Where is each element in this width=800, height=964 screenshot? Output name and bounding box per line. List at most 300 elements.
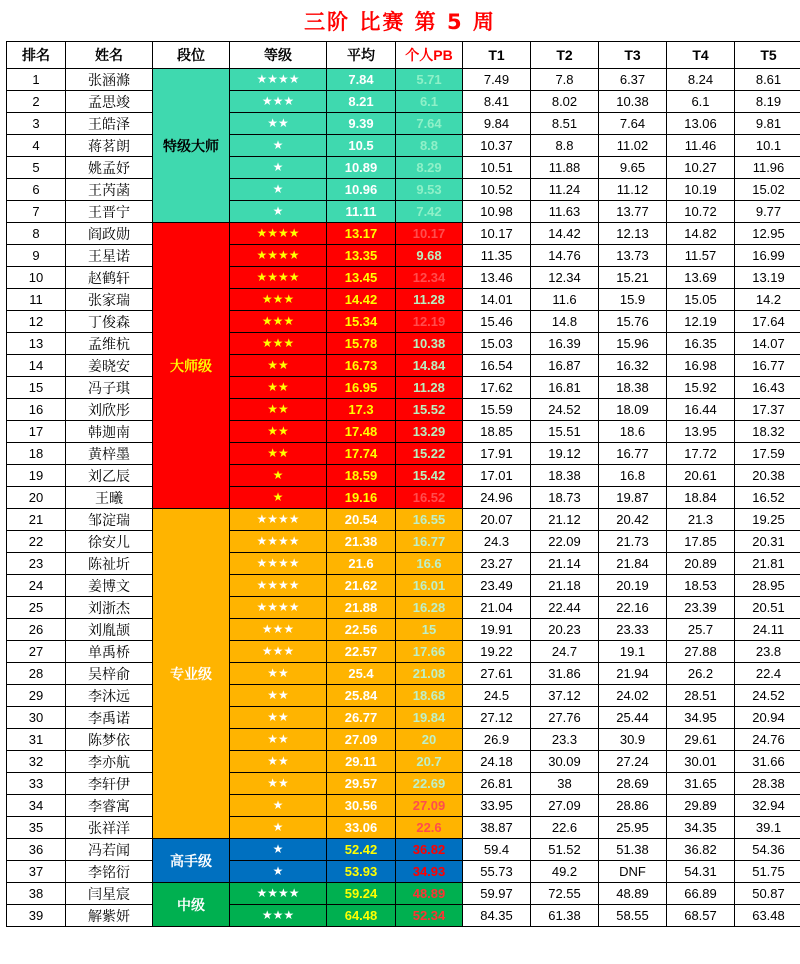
cell-grade-stars <box>230 729 327 751</box>
cell-time-t3: 28.86 <box>599 795 667 817</box>
page-title: 三阶 比赛 第 5 周 <box>304 10 496 34</box>
cell-name: 冯若闻 <box>66 839 153 861</box>
cell-personal-best: 14.84 <box>396 355 463 377</box>
cell-rank: 10 <box>7 267 66 289</box>
star-icon: ★ <box>272 468 284 482</box>
cell-time-t1: 38.87 <box>463 817 531 839</box>
cell-time-t3: 7.64 <box>599 113 667 135</box>
cell-time-t4: 10.27 <box>667 157 735 179</box>
cell-time-t4: 16.44 <box>667 399 735 421</box>
cell-time-t1: 55.73 <box>463 861 531 883</box>
cell-grade-stars <box>230 223 327 245</box>
cell-time-t1: 26.9 <box>463 729 531 751</box>
cell-time-t2: 14.42 <box>531 223 599 245</box>
cell-grade-stars <box>230 113 327 135</box>
star-icon: ★★ <box>267 754 289 768</box>
cell-grade-stars <box>230 443 327 465</box>
table-row <box>7 883 800 905</box>
cell-rank: 24 <box>7 575 66 597</box>
cell-time-t1: 15.03 <box>463 333 531 355</box>
cell-time-t4: 18.53 <box>667 575 735 597</box>
cell-personal-best: 36.82 <box>396 839 463 861</box>
table-row <box>7 531 800 553</box>
cell-time-t4: 36.82 <box>667 839 735 861</box>
cell-name: 刘乙辰 <box>66 465 153 487</box>
cell-time-t4: 11.46 <box>667 135 735 157</box>
cell-grade-stars <box>230 685 327 707</box>
cell-rank: 18 <box>7 443 66 465</box>
cell-time-t1: 19.91 <box>463 619 531 641</box>
table-row <box>7 773 800 795</box>
cell-time-t4: 28.51 <box>667 685 735 707</box>
cell-time-t5: 51.75 <box>735 861 800 883</box>
cell-time-t2: 38 <box>531 773 599 795</box>
cell-average: 9.39 <box>327 113 396 135</box>
cell-rank: 16 <box>7 399 66 421</box>
cell-personal-best: 11.28 <box>396 377 463 399</box>
cell-name: 刘胤颉 <box>66 619 153 641</box>
cell-time-t5: 54.36 <box>735 839 800 861</box>
cell-time-t5: 13.19 <box>735 267 800 289</box>
cell-rank: 6 <box>7 179 66 201</box>
cell-time-t4: 29.89 <box>667 795 735 817</box>
cell-name: 李睿寓 <box>66 795 153 817</box>
table-row <box>7 795 800 817</box>
cell-average: 21.62 <box>327 575 396 597</box>
star-icon: ★★★★ <box>256 886 300 900</box>
cell-average: 18.59 <box>327 465 396 487</box>
cell-time-t4: 66.89 <box>667 883 735 905</box>
cell-time-t1: 9.84 <box>463 113 531 135</box>
cell-time-t2: 14.8 <box>531 311 599 333</box>
cell-personal-best: 15.42 <box>396 465 463 487</box>
star-icon: ★★ <box>267 402 289 416</box>
cell-rank: 17 <box>7 421 66 443</box>
cell-time-t5: 14.07 <box>735 333 800 355</box>
cell-name: 孟思竣 <box>66 91 153 113</box>
cell-grade-stars <box>230 641 327 663</box>
cell-rank: 36 <box>7 839 66 861</box>
star-icon: ★★★ <box>261 292 295 306</box>
star-icon: ★★ <box>267 732 289 746</box>
cell-grade-stars <box>230 377 327 399</box>
cell-personal-best: 10.17 <box>396 223 463 245</box>
cell-time-t2: 14.76 <box>531 245 599 267</box>
cell-time-t2: 24.7 <box>531 641 599 663</box>
cell-name: 赵鹤轩 <box>66 267 153 289</box>
cell-time-t5: 10.1 <box>735 135 800 157</box>
table-row <box>7 839 800 861</box>
cell-time-t1: 14.01 <box>463 289 531 311</box>
table-row <box>7 179 800 201</box>
cell-name: 王晋宁 <box>66 201 153 223</box>
star-icon: ★★ <box>267 446 289 460</box>
cell-time-t3: 25.44 <box>599 707 667 729</box>
cell-time-t5: 20.38 <box>735 465 800 487</box>
cell-time-t2: 16.81 <box>531 377 599 399</box>
star-icon: ★★★★ <box>256 270 300 284</box>
cell-time-t1: 10.98 <box>463 201 531 223</box>
cell-time-t5: 16.99 <box>735 245 800 267</box>
cell-time-t4: 20.61 <box>667 465 735 487</box>
table-row <box>7 399 800 421</box>
cell-time-t4: 31.65 <box>667 773 735 795</box>
cell-time-t3: 51.38 <box>599 839 667 861</box>
cell-rank: 34 <box>7 795 66 817</box>
cell-name: 蒋茗朗 <box>66 135 153 157</box>
cell-time-t5: 9.81 <box>735 113 800 135</box>
cell-grade-stars <box>230 905 327 927</box>
cell-time-t2: 27.76 <box>531 707 599 729</box>
cell-time-t5: 17.64 <box>735 311 800 333</box>
cell-personal-best: 16.77 <box>396 531 463 553</box>
cell-personal-best: 15.52 <box>396 399 463 421</box>
cell-time-t4: 15.05 <box>667 289 735 311</box>
cell-name: 丁俊森 <box>66 311 153 333</box>
cell-time-t4: 6.1 <box>667 91 735 113</box>
cell-time-t5: 14.2 <box>735 289 800 311</box>
star-icon: ★★★★ <box>256 72 300 86</box>
cell-time-t5: 20.51 <box>735 597 800 619</box>
cell-name: 阎政勋 <box>66 223 153 245</box>
cell-personal-best: 6.1 <box>396 91 463 113</box>
cell-grade-stars <box>230 509 327 531</box>
table-row <box>7 333 800 355</box>
cell-personal-best: 22.69 <box>396 773 463 795</box>
cell-time-t5: 21.81 <box>735 553 800 575</box>
cell-time-t1: 7.49 <box>463 69 531 91</box>
cell-average: 27.09 <box>327 729 396 751</box>
cell-time-t2: 27.09 <box>531 795 599 817</box>
table-row <box>7 509 800 531</box>
cell-time-t1: 21.04 <box>463 597 531 619</box>
cell-grade-stars <box>230 399 327 421</box>
cell-time-t1: 10.17 <box>463 223 531 245</box>
table-row <box>7 751 800 773</box>
cell-personal-best: 27.09 <box>396 795 463 817</box>
cell-name: 徐安儿 <box>66 531 153 553</box>
cell-rank: 39 <box>7 905 66 927</box>
cell-time-t5: 15.02 <box>735 179 800 201</box>
cell-time-t2: 21.18 <box>531 575 599 597</box>
cell-rank: 1 <box>7 69 66 91</box>
cell-name: 吴梓俞 <box>66 663 153 685</box>
cell-average: 10.96 <box>327 179 396 201</box>
cell-time-t4: 18.84 <box>667 487 735 509</box>
cell-time-t2: 19.12 <box>531 443 599 465</box>
cell-tier-group: 高手级 <box>153 839 230 883</box>
cell-personal-best: 16.55 <box>396 509 463 531</box>
cell-grade-stars <box>230 333 327 355</box>
cell-time-t4: 23.39 <box>667 597 735 619</box>
cell-personal-best: 16.52 <box>396 487 463 509</box>
cell-time-t3: 11.12 <box>599 179 667 201</box>
cell-grade-stars <box>230 69 327 91</box>
table-row <box>7 465 800 487</box>
cell-average: 21.38 <box>327 531 396 553</box>
column-header-t3: T3 <box>599 42 667 69</box>
cell-personal-best: 8.29 <box>396 157 463 179</box>
table-body <box>7 69 800 927</box>
cell-rank: 22 <box>7 531 66 553</box>
cell-time-t3: 18.09 <box>599 399 667 421</box>
cell-name: 张祥洋 <box>66 817 153 839</box>
cell-personal-best: 15.22 <box>396 443 463 465</box>
table-row <box>7 355 800 377</box>
star-icon: ★★★★ <box>256 600 300 614</box>
column-header-grade: 等级 <box>230 42 327 69</box>
cell-personal-best: 11.28 <box>396 289 463 311</box>
star-icon: ★★★★ <box>256 226 300 240</box>
cell-time-t5: 20.31 <box>735 531 800 553</box>
cell-time-t3: 13.77 <box>599 201 667 223</box>
cell-grade-stars <box>230 707 327 729</box>
cell-time-t5: 32.94 <box>735 795 800 817</box>
cell-time-t3: 27.24 <box>599 751 667 773</box>
cell-time-t3: 22.16 <box>599 597 667 619</box>
cell-personal-best: 52.34 <box>396 905 463 927</box>
cell-time-t5: 16.52 <box>735 487 800 509</box>
cell-grade-stars <box>230 311 327 333</box>
cell-rank: 23 <box>7 553 66 575</box>
column-header-t1: T1 <box>463 42 531 69</box>
cell-time-t2: 22.09 <box>531 531 599 553</box>
cell-time-t2: 11.88 <box>531 157 599 179</box>
cell-name: 李铭衍 <box>66 861 153 883</box>
cell-grade-stars <box>230 465 327 487</box>
cell-time-t5: 16.77 <box>735 355 800 377</box>
cell-time-t4: 27.88 <box>667 641 735 663</box>
star-icon: ★★ <box>267 358 289 372</box>
cell-average: 7.84 <box>327 69 396 91</box>
table-row <box>7 135 800 157</box>
cell-personal-best: 19.84 <box>396 707 463 729</box>
cell-personal-best: 16.01 <box>396 575 463 597</box>
cell-time-t3: 21.84 <box>599 553 667 575</box>
cell-name: 刘浙杰 <box>66 597 153 619</box>
cell-time-t1: 11.35 <box>463 245 531 267</box>
cell-time-t1: 84.35 <box>463 905 531 927</box>
cell-time-t1: 15.46 <box>463 311 531 333</box>
cell-time-t4: 30.01 <box>667 751 735 773</box>
cell-time-t2: 11.6 <box>531 289 599 311</box>
cell-average: 17.48 <box>327 421 396 443</box>
cell-personal-best: 9.53 <box>396 179 463 201</box>
cell-time-t3: 15.21 <box>599 267 667 289</box>
cell-grade-stars <box>230 179 327 201</box>
cell-personal-best: 12.34 <box>396 267 463 289</box>
table-row <box>7 201 800 223</box>
table-row <box>7 575 800 597</box>
cell-time-t5: 24.76 <box>735 729 800 751</box>
cell-rank: 3 <box>7 113 66 135</box>
cell-personal-best: 16.6 <box>396 553 463 575</box>
cell-time-t1: 10.52 <box>463 179 531 201</box>
table-row <box>7 443 800 465</box>
cell-average: 16.73 <box>327 355 396 377</box>
cell-name: 张家瑞 <box>66 289 153 311</box>
table-row <box>7 245 800 267</box>
cell-name: 单禹桥 <box>66 641 153 663</box>
cell-rank: 20 <box>7 487 66 509</box>
cell-time-t2: 8.51 <box>531 113 599 135</box>
cell-rank: 28 <box>7 663 66 685</box>
cell-time-t1: 26.81 <box>463 773 531 795</box>
cell-time-t3: 18.6 <box>599 421 667 443</box>
cell-time-t2: 21.12 <box>531 509 599 531</box>
cell-name: 王皓泽 <box>66 113 153 135</box>
cell-time-t2: 18.38 <box>531 465 599 487</box>
cell-personal-best: 20.7 <box>396 751 463 773</box>
cell-average: 17.74 <box>327 443 396 465</box>
cell-grade-stars <box>230 289 327 311</box>
cell-name: 姜博文 <box>66 575 153 597</box>
cell-personal-best: 15 <box>396 619 463 641</box>
cell-time-t3: 16.77 <box>599 443 667 465</box>
cell-time-t4: 15.92 <box>667 377 735 399</box>
cell-personal-best: 7.64 <box>396 113 463 135</box>
cell-grade-stars <box>230 201 327 223</box>
cell-average: 20.54 <box>327 509 396 531</box>
cell-tier-group: 大师级 <box>153 223 230 509</box>
cell-rank: 11 <box>7 289 66 311</box>
cell-rank: 29 <box>7 685 66 707</box>
cell-time-t1: 13.46 <box>463 267 531 289</box>
cell-grade-stars <box>230 245 327 267</box>
cell-name: 冯子琪 <box>66 377 153 399</box>
cell-time-t1: 8.41 <box>463 91 531 113</box>
cell-personal-best: 17.66 <box>396 641 463 663</box>
cell-time-t5: 17.37 <box>735 399 800 421</box>
column-header-name: 姓名 <box>66 42 153 69</box>
cell-time-t4: 12.19 <box>667 311 735 333</box>
cell-grade-stars <box>230 531 327 553</box>
cell-average: 52.42 <box>327 839 396 861</box>
cell-time-t2: 16.39 <box>531 333 599 355</box>
table-row <box>7 861 800 883</box>
cell-time-t3: 15.9 <box>599 289 667 311</box>
cell-time-t2: 22.44 <box>531 597 599 619</box>
cell-time-t3: 30.9 <box>599 729 667 751</box>
cell-name: 王星诺 <box>66 245 153 267</box>
cell-rank: 14 <box>7 355 66 377</box>
star-icon: ★★★ <box>261 94 295 108</box>
cell-rank: 35 <box>7 817 66 839</box>
cell-average: 15.78 <box>327 333 396 355</box>
table-row <box>7 685 800 707</box>
cell-grade-stars <box>230 421 327 443</box>
cell-time-t2: 51.52 <box>531 839 599 861</box>
cell-rank: 12 <box>7 311 66 333</box>
cell-rank: 19 <box>7 465 66 487</box>
table-row <box>7 817 800 839</box>
cell-rank: 9 <box>7 245 66 267</box>
cell-time-t1: 10.51 <box>463 157 531 179</box>
cell-personal-best: 12.19 <box>396 311 463 333</box>
star-icon: ★★ <box>267 688 289 702</box>
cell-name: 韩迦南 <box>66 421 153 443</box>
cell-time-t5: 28.38 <box>735 773 800 795</box>
cell-time-t4: 25.7 <box>667 619 735 641</box>
cell-time-t4: 17.72 <box>667 443 735 465</box>
cell-time-t2: 49.2 <box>531 861 599 883</box>
cell-personal-best: 18.68 <box>396 685 463 707</box>
cell-time-t3: 18.38 <box>599 377 667 399</box>
cell-time-t1: 17.62 <box>463 377 531 399</box>
cell-average: 59.24 <box>327 883 396 905</box>
star-icon: ★★★★ <box>256 248 300 262</box>
cell-tier-group: 中级 <box>153 883 230 927</box>
cell-time-t5: 24.11 <box>735 619 800 641</box>
table-row <box>7 223 800 245</box>
cell-average: 33.06 <box>327 817 396 839</box>
star-icon: ★ <box>272 798 284 812</box>
star-icon: ★★★ <box>261 622 295 636</box>
cell-average: 30.56 <box>327 795 396 817</box>
cell-average: 17.3 <box>327 399 396 421</box>
cell-time-t3: 15.96 <box>599 333 667 355</box>
cell-time-t4: 16.35 <box>667 333 735 355</box>
star-icon: ★ <box>272 842 284 856</box>
cell-time-t2: 31.86 <box>531 663 599 685</box>
cell-time-t1: 23.27 <box>463 553 531 575</box>
cell-time-t1: 24.3 <box>463 531 531 553</box>
cell-time-t1: 15.59 <box>463 399 531 421</box>
cell-personal-best: 22.6 <box>396 817 463 839</box>
star-icon: ★ <box>272 204 284 218</box>
table-row <box>7 619 800 641</box>
column-header-average: 平均 <box>327 42 396 69</box>
star-icon: ★★ <box>267 424 289 438</box>
cell-time-t3: 23.33 <box>599 619 667 641</box>
cell-personal-best: 20 <box>396 729 463 751</box>
cell-time-t5: 17.59 <box>735 443 800 465</box>
cell-time-t5: 24.52 <box>735 685 800 707</box>
cell-time-t2: 7.8 <box>531 69 599 91</box>
cell-time-t4: 10.19 <box>667 179 735 201</box>
cell-tier-group: 特级大师 <box>153 69 230 223</box>
cell-time-t4: 11.57 <box>667 245 735 267</box>
cell-time-t1: 33.95 <box>463 795 531 817</box>
cell-time-t3: 16.32 <box>599 355 667 377</box>
cell-time-t5: 8.61 <box>735 69 800 91</box>
star-icon: ★ <box>272 138 284 152</box>
cell-time-t4: 68.57 <box>667 905 735 927</box>
table-row <box>7 905 800 927</box>
cell-time-t4: 54.31 <box>667 861 735 883</box>
cell-time-t3: 6.37 <box>599 69 667 91</box>
cell-time-t1: 59.4 <box>463 839 531 861</box>
cell-name: 王曦 <box>66 487 153 509</box>
cell-time-t4: 10.72 <box>667 201 735 223</box>
cell-average: 13.35 <box>327 245 396 267</box>
cell-name: 黄梓墨 <box>66 443 153 465</box>
cell-time-t1: 10.37 <box>463 135 531 157</box>
cell-name: 李亦航 <box>66 751 153 773</box>
cell-time-t2: 8.02 <box>531 91 599 113</box>
cell-time-t5: 23.8 <box>735 641 800 663</box>
results-table <box>6 41 800 927</box>
table-row <box>7 663 800 685</box>
table-row <box>7 641 800 663</box>
cell-time-t1: 24.96 <box>463 487 531 509</box>
cell-rank: 21 <box>7 509 66 531</box>
cell-name: 王芮菡 <box>66 179 153 201</box>
star-icon: ★★★★ <box>256 578 300 592</box>
cell-time-t2: 18.73 <box>531 487 599 509</box>
cell-average: 16.95 <box>327 377 396 399</box>
cell-time-t1: 17.01 <box>463 465 531 487</box>
